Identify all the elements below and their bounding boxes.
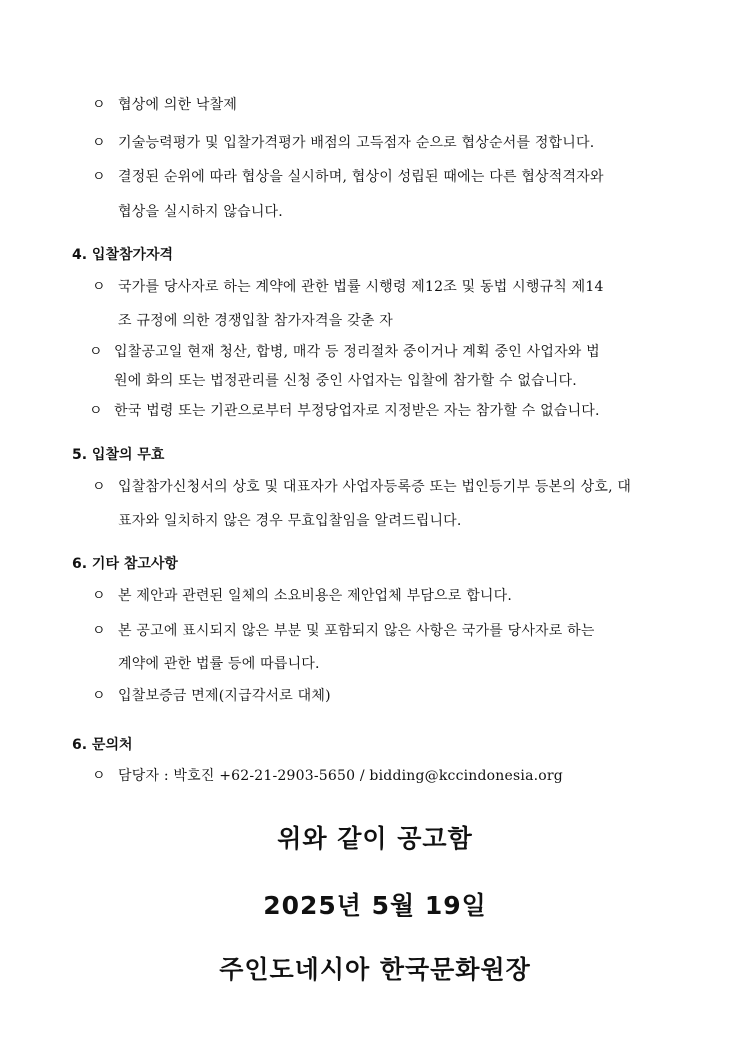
section-6-item-1-line-1: 본 제안과 관련된 일체의 소요비용은 제안업체 부담으로 합니다. bbox=[118, 588, 513, 604]
bullet-marker: ㅇ bbox=[92, 623, 106, 639]
bullet-marker: ㅇ bbox=[92, 279, 106, 295]
section-6-item-2-line-2: 계약에 관한 법률 등에 따릅니다. bbox=[118, 656, 320, 672]
bullet-marker: ㅇ bbox=[92, 97, 106, 113]
closing-statement: 위와 같이 공고함 bbox=[277, 824, 473, 853]
contact-line: 담당자 : 박호진 +62-21-2903-5650 / bidding@kccindonesia.org bbox=[118, 768, 563, 784]
bullet-marker: ㅇ bbox=[89, 403, 103, 419]
section-4-item-2-line-1: 입찰공고일 현재 청산, 합병, 매각 등 정리절차 중이거나 계획 중인 사업자와 법 bbox=[114, 344, 600, 360]
section-5-item-1-line-1: 입찰참가신청서의 상호 및 대표자가 사업자등록증 또는 법인등기부 등본의 상호, 대 bbox=[118, 479, 632, 495]
contact-heading: 6. 문의처 bbox=[72, 737, 133, 753]
intro-item-3-line-2: 협상을 실시하지 않습니다. bbox=[118, 204, 283, 220]
section-6-item-3-line-1: 입찰보증금 면제(지급각서로 대체) bbox=[118, 688, 331, 704]
section-4-item-1-line-1: 국가를 당사자로 하는 계약에 관한 법률 시행령 제12조 및 동법 시행규칙 제14 bbox=[118, 279, 604, 295]
closing-date: 2025년 5월 19일 bbox=[263, 891, 487, 920]
section-4-item-2-line-2: 원에 화의 또는 법정관리를 신청 중인 사업자는 입찰에 참가할 수 없습니다. bbox=[114, 373, 577, 389]
section-6-heading: 6. 기타 참고사항 bbox=[72, 556, 178, 572]
section-6-item-2-line-1: 본 공고에 표시되지 않은 부분 및 포함되지 않은 사항은 국가를 당사자로 하는 bbox=[118, 623, 595, 639]
bullet-marker: ㅇ bbox=[92, 768, 106, 784]
intro-item-1-line-1: 협상에 의한 낙찰제 bbox=[118, 97, 238, 113]
section-4-item-1-line-2: 조 규정에 의한 경쟁입찰 참가자격을 갖춘 자 bbox=[118, 313, 393, 329]
bullet-marker: ㅇ bbox=[92, 169, 106, 185]
closing-issuer: 주인도네시아 한국문화원장 bbox=[219, 955, 531, 984]
bullet-marker: ㅇ bbox=[92, 135, 106, 151]
bullet-marker: ㅇ bbox=[92, 588, 106, 604]
bullet-marker: ㅇ bbox=[92, 479, 106, 495]
intro-item-3-line-1: 결정된 순위에 따라 협상을 실시하며, 협상이 성립된 때에는 다른 협상적격자와 bbox=[118, 169, 604, 185]
bullet-marker: ㅇ bbox=[89, 344, 103, 360]
intro-item-2-line-1: 기술능력평가 및 입찰가격평가 배점의 고득점자 순으로 협상순서를 정합니다. bbox=[118, 135, 595, 151]
section-4-heading: 4. 입찰참가자격 bbox=[72, 247, 174, 263]
bullet-marker: ㅇ bbox=[92, 688, 106, 704]
section-5-item-1-line-2: 표자와 일치하지 않은 경우 무효입찰임을 알려드립니다. bbox=[118, 513, 462, 529]
section-4-item-3-line-1: 한국 법령 또는 기관으로부터 부정당업자로 지정받은 자는 참가할 수 없습니다. bbox=[114, 403, 600, 419]
section-5-heading: 5. 입찰의 무효 bbox=[72, 447, 165, 463]
